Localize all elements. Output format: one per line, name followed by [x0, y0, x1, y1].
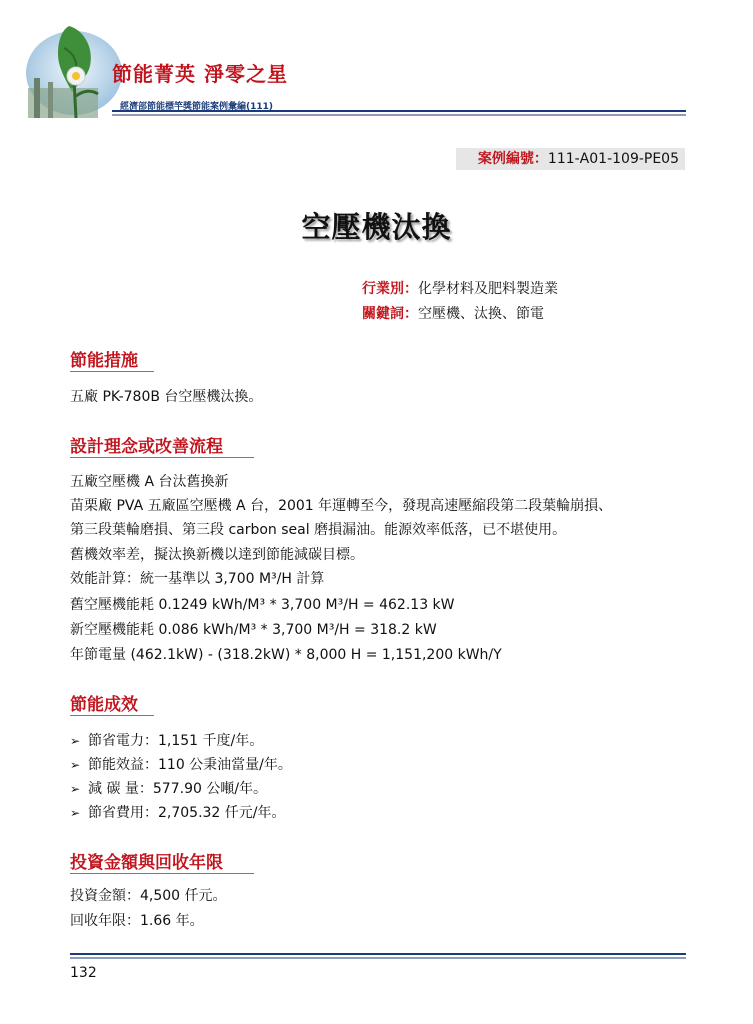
design-line: 新空壓機能耗 0.086 kWh/M³ * 3,700 M³/H = 318.2 kW [70, 622, 437, 638]
investment-line: 回收年限：1.66 年。 [70, 913, 204, 929]
list-item-text: 減 碳 量：577.90 公噸/年。 [88, 781, 268, 797]
section-rule [70, 873, 254, 874]
arrow-bullet-icon: ➢ [70, 806, 81, 820]
design-line: 第三段葉輪磨損、第三段 carbon seal 磨損漏油。能源效率低落，已不堪使用。 [70, 522, 567, 538]
case-number-box [456, 148, 685, 170]
section-rule [70, 457, 254, 458]
case-number-label: 案例編號： [477, 151, 548, 167]
list-item [70, 731, 263, 751]
list-item [70, 755, 292, 775]
logo-title: 節能菁英 淨零之星 [112, 62, 288, 86]
list-item [70, 803, 286, 823]
investment-line: 投資金額：4,500 仟元。 [70, 888, 227, 904]
design-line: 舊空壓機能耗 0.1249 kWh/M³ * 3,700 M³/H = 462.13 kW [70, 597, 455, 613]
design-line: 效能計算：統一基準以 3,700 M³/H 計算 [70, 571, 325, 587]
header-rule [112, 109, 686, 119]
case-number-value: 111-A01-109-PE05 [547, 151, 679, 167]
keywords-value: 空壓機、汰換、節電 [418, 306, 544, 322]
list-item-text: 節省電力：1,151 千度/年。 [88, 733, 264, 749]
design-line: 苗栗廠 PVA 五廠區空壓機 A 台，2001 年運轉至今，發現高速壓縮段第二段葉輪崩損、 [70, 498, 613, 514]
keywords-line [362, 303, 544, 323]
measures-line: 五廠 PK-780B 台空壓機汰換。 [70, 389, 263, 405]
arrow-bullet-icon: ➢ [70, 734, 81, 748]
section-heading-results: 節能成效 [70, 695, 138, 715]
page-title: 空壓機汰換 [301, 210, 452, 244]
industry-value: 化學材料及肥料製造業 [418, 281, 558, 297]
page-number: 132 [70, 965, 97, 981]
design-line: 年節電量 (462.1kW) - (318.2kW) * 8,000 H = 1,151,200 kWh/Y [70, 647, 502, 663]
section-rule [70, 715, 154, 716]
industry-line [362, 278, 558, 298]
logo-subtitle: 經濟部節能標竿獎節能案例彙編(111) [120, 102, 274, 112]
section-rule [70, 371, 154, 372]
arrow-bullet-icon: ➢ [70, 758, 81, 772]
list-item-text: 節省費用：2,705.32 仟元/年。 [88, 805, 286, 821]
keywords-label: 關鍵詞： [362, 306, 418, 322]
section-heading-investment: 投資金額與回收年限 [70, 853, 223, 873]
list-item-text: 節能效益：110 公秉油當量/年。 [88, 757, 292, 773]
industry-label: 行業別： [362, 281, 418, 297]
list-item [70, 779, 267, 799]
footer-rule [70, 952, 686, 962]
design-line: 舊機效率差，擬汰換新機以達到節能減碳目標。 [70, 547, 364, 563]
section-heading-measures: 節能措施 [70, 351, 138, 371]
section-heading-design: 設計理念或改善流程 [70, 437, 223, 457]
page-header [0, 0, 753, 135]
design-line: 五廠空壓機 A 台汰舊換新 [70, 474, 229, 490]
arrow-bullet-icon: ➢ [70, 782, 81, 796]
